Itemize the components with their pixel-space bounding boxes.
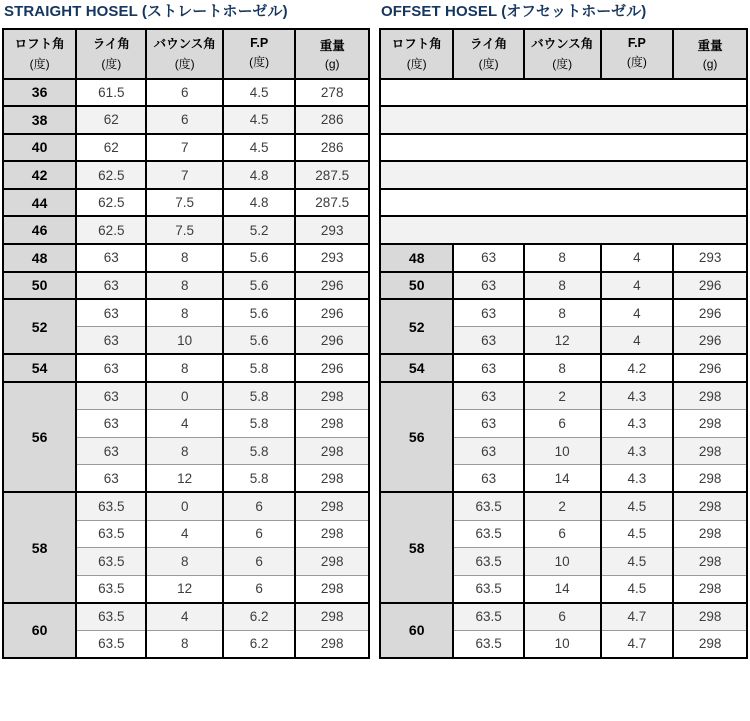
spec-value-cell: 63 bbox=[76, 272, 146, 300]
spec-value-cell: 63 bbox=[76, 410, 146, 438]
spec-value-cell: 296 bbox=[295, 272, 369, 300]
loft-angle-cell: 50 bbox=[380, 272, 453, 300]
table-row bbox=[380, 106, 747, 134]
spec-value-cell: 8 bbox=[146, 548, 222, 576]
spec-value-cell: 6.2 bbox=[223, 603, 295, 631]
column-label: バウンス角 bbox=[531, 37, 594, 51]
spec-value-cell: 298 bbox=[295, 437, 369, 465]
table-row bbox=[380, 354, 747, 382]
column-unit: (度) bbox=[552, 57, 573, 71]
spec-value-cell: 298 bbox=[673, 437, 747, 465]
loft-angle-cell: 36 bbox=[3, 79, 76, 107]
spec-value-cell: 6 bbox=[524, 520, 601, 548]
loft-angle-cell: 40 bbox=[3, 134, 76, 162]
spec-value-cell: 5.2 bbox=[223, 216, 295, 244]
spec-value-cell: 62.5 bbox=[76, 189, 146, 217]
header-row bbox=[380, 29, 747, 79]
column-label: ライ角 bbox=[470, 37, 508, 51]
spec-value-cell: 287.5 bbox=[295, 189, 369, 217]
spec-value-cell: 5.8 bbox=[223, 354, 295, 382]
column-label: ライ角 bbox=[92, 37, 130, 51]
spec-value-cell: 4 bbox=[146, 410, 222, 438]
spec-value-cell: 0 bbox=[146, 492, 222, 520]
spec-value-cell: 6 bbox=[223, 492, 295, 520]
spec-value-cell: 0 bbox=[146, 382, 222, 410]
spec-value-cell: 4 bbox=[601, 244, 674, 272]
spec-value-cell: 63.5 bbox=[453, 575, 523, 603]
spec-value-cell: 12 bbox=[524, 327, 601, 355]
spec-value-cell: 4.3 bbox=[601, 410, 674, 438]
table-row bbox=[3, 216, 369, 244]
loft-angle-cell: 44 bbox=[3, 189, 76, 217]
loft-angle-cell: 52 bbox=[3, 299, 76, 354]
spec-value-cell: 298 bbox=[673, 630, 747, 658]
column-header bbox=[524, 29, 601, 79]
spec-value-cell: 296 bbox=[673, 272, 747, 300]
spec-value-cell: 63 bbox=[76, 354, 146, 382]
loft-angle-cell: 50 bbox=[3, 272, 76, 300]
spec-value-cell: 63 bbox=[76, 244, 146, 272]
spec-value-cell: 5.6 bbox=[223, 244, 295, 272]
spec-value-cell: 63.5 bbox=[76, 575, 146, 603]
loft-angle-cell: 60 bbox=[380, 603, 453, 658]
spec-value-cell: 14 bbox=[524, 465, 601, 493]
table-row bbox=[3, 603, 369, 631]
spec-value-cell: 296 bbox=[295, 299, 369, 327]
spec-value-cell: 8 bbox=[146, 437, 222, 465]
spec-value-cell: 7.5 bbox=[146, 216, 222, 244]
spec-value-cell: 63 bbox=[76, 437, 146, 465]
spec-value-cell: 63.5 bbox=[453, 603, 523, 631]
table-row bbox=[3, 189, 369, 217]
spec-value-cell: 293 bbox=[673, 244, 747, 272]
spec-value-cell: 286 bbox=[295, 106, 369, 134]
spec-value-cell: 63 bbox=[453, 410, 523, 438]
spec-value-cell: 4.5 bbox=[223, 106, 295, 134]
loft-angle-cell: 48 bbox=[3, 244, 76, 272]
column-label: 重量 bbox=[697, 38, 723, 53]
spec-value-cell: 4.3 bbox=[601, 465, 674, 493]
spec-value-cell: 298 bbox=[673, 575, 747, 603]
column-header bbox=[380, 29, 453, 79]
column-header bbox=[146, 29, 222, 79]
table-row bbox=[380, 492, 747, 520]
column-unit: (g) bbox=[702, 56, 718, 71]
spec-value-cell: 287.5 bbox=[295, 161, 369, 189]
straight-hosel-table-header bbox=[3, 29, 369, 79]
column-header bbox=[673, 29, 747, 79]
column-unit: (度) bbox=[249, 55, 270, 69]
column-header bbox=[601, 29, 674, 79]
spec-value-cell: 286 bbox=[295, 134, 369, 162]
table-row bbox=[3, 272, 369, 300]
spec-value-cell: 4.5 bbox=[601, 548, 674, 576]
loft-angle-cell: 46 bbox=[3, 216, 76, 244]
table-row bbox=[3, 299, 369, 327]
table-row bbox=[380, 272, 747, 300]
column-label: ロフト角 bbox=[14, 37, 65, 51]
spec-value-cell: 4.5 bbox=[601, 520, 674, 548]
spec-value-cell: 278 bbox=[295, 79, 369, 107]
loft-angle-cell: 60 bbox=[3, 603, 76, 658]
column-unit: (度) bbox=[29, 57, 50, 71]
empty-row-cell bbox=[380, 79, 747, 107]
straight-hosel-table-body bbox=[3, 79, 369, 658]
table-row bbox=[3, 244, 369, 272]
spec-value-cell: 298 bbox=[295, 410, 369, 438]
spec-value-cell: 298 bbox=[295, 548, 369, 576]
spec-value-cell: 5.8 bbox=[223, 437, 295, 465]
table-row bbox=[380, 299, 747, 327]
spec-value-cell: 298 bbox=[295, 465, 369, 493]
column-label: バウンス角 bbox=[153, 37, 216, 51]
spec-value-cell: 8 bbox=[146, 354, 222, 382]
table-row bbox=[3, 382, 369, 410]
table-row bbox=[3, 354, 369, 382]
spec-value-cell: 296 bbox=[673, 327, 747, 355]
spec-value-cell: 5.6 bbox=[223, 272, 295, 300]
spec-value-cell: 6.2 bbox=[223, 630, 295, 658]
spec-value-cell: 298 bbox=[673, 465, 747, 493]
column-header bbox=[3, 29, 76, 79]
spec-value-cell: 298 bbox=[673, 603, 747, 631]
spec-value-cell: 4 bbox=[146, 520, 222, 548]
spec-value-cell: 5.6 bbox=[223, 327, 295, 355]
spec-value-cell: 296 bbox=[673, 299, 747, 327]
spec-value-cell: 63 bbox=[453, 327, 523, 355]
spec-value-cell: 62 bbox=[76, 106, 146, 134]
column-header bbox=[453, 29, 523, 79]
spec-value-cell: 298 bbox=[295, 382, 369, 410]
spec-value-cell: 63.5 bbox=[453, 630, 523, 658]
table-row bbox=[380, 244, 747, 272]
loft-angle-cell: 48 bbox=[380, 244, 453, 272]
spec-value-cell: 6 bbox=[223, 575, 295, 603]
table-row bbox=[3, 492, 369, 520]
spec-value-cell: 4.5 bbox=[223, 79, 295, 107]
spec-value-cell: 296 bbox=[295, 354, 369, 382]
spec-value-cell: 63.5 bbox=[453, 548, 523, 576]
spec-value-cell: 63 bbox=[76, 382, 146, 410]
spec-value-cell: 62.5 bbox=[76, 216, 146, 244]
spec-value-cell: 63 bbox=[453, 354, 523, 382]
spec-value-cell: 6 bbox=[223, 548, 295, 576]
loft-angle-cell: 56 bbox=[3, 382, 76, 492]
spec-value-cell: 4.5 bbox=[601, 575, 674, 603]
spec-value-cell: 6 bbox=[146, 79, 222, 107]
empty-row-cell bbox=[380, 134, 747, 162]
spec-value-cell: 63.5 bbox=[453, 492, 523, 520]
spec-value-cell: 63.5 bbox=[453, 520, 523, 548]
spec-value-cell: 4.8 bbox=[223, 161, 295, 189]
table-row bbox=[380, 161, 747, 189]
spec-value-cell: 7.5 bbox=[146, 189, 222, 217]
spec-value-cell: 6 bbox=[223, 520, 295, 548]
spec-value-cell: 7 bbox=[146, 134, 222, 162]
spec-value-cell: 298 bbox=[295, 603, 369, 631]
offset-hosel-table-header bbox=[380, 29, 747, 79]
table-row bbox=[380, 603, 747, 631]
spec-value-cell: 6 bbox=[524, 603, 601, 631]
offset-hosel-table bbox=[379, 28, 748, 659]
offset-hosel-section bbox=[379, 2, 748, 659]
table-row bbox=[380, 134, 747, 162]
spec-value-cell: 8 bbox=[146, 630, 222, 658]
spec-value-cell: 10 bbox=[146, 327, 222, 355]
spec-value-cell: 2 bbox=[524, 492, 601, 520]
spec-value-cell: 62.5 bbox=[76, 161, 146, 189]
offset-hosel-table-body bbox=[380, 79, 747, 658]
spec-value-cell: 12 bbox=[146, 575, 222, 603]
spec-value-cell: 63.5 bbox=[76, 630, 146, 658]
spec-value-cell: 8 bbox=[146, 272, 222, 300]
spec-value-cell: 4 bbox=[601, 327, 674, 355]
spec-value-cell: 5.8 bbox=[223, 465, 295, 493]
spec-value-cell: 2 bbox=[524, 382, 601, 410]
column-unit: (度) bbox=[174, 57, 195, 71]
spec-value-cell: 63 bbox=[76, 327, 146, 355]
table-row bbox=[380, 216, 747, 244]
spec-value-cell: 63.5 bbox=[76, 548, 146, 576]
column-label: ロフト角 bbox=[391, 37, 442, 51]
spec-value-cell: 298 bbox=[295, 630, 369, 658]
column-unit: (g) bbox=[324, 56, 340, 71]
column-unit: (度) bbox=[626, 55, 647, 69]
straight-hosel-section bbox=[2, 2, 370, 659]
column-unit: (度) bbox=[101, 57, 122, 71]
column-label: F.P bbox=[627, 36, 646, 50]
table-row bbox=[3, 106, 369, 134]
empty-row-cell bbox=[380, 216, 747, 244]
table-row bbox=[3, 161, 369, 189]
spec-value-cell: 63.5 bbox=[76, 603, 146, 631]
loft-angle-cell: 38 bbox=[3, 106, 76, 134]
spec-value-cell: 10 bbox=[524, 437, 601, 465]
spec-value-cell: 4.5 bbox=[223, 134, 295, 162]
spec-value-cell: 296 bbox=[295, 327, 369, 355]
spec-value-cell: 10 bbox=[524, 630, 601, 658]
spec-value-cell: 63 bbox=[453, 299, 523, 327]
spec-value-cell: 63 bbox=[453, 272, 523, 300]
spec-value-cell: 8 bbox=[524, 244, 601, 272]
spec-value-cell: 63 bbox=[453, 382, 523, 410]
column-header bbox=[76, 29, 146, 79]
table-row bbox=[3, 79, 369, 107]
empty-row-cell bbox=[380, 106, 747, 134]
spec-value-cell: 7 bbox=[146, 161, 222, 189]
spec-value-cell: 298 bbox=[295, 575, 369, 603]
spec-value-cell: 4 bbox=[601, 299, 674, 327]
loft-angle-cell: 54 bbox=[3, 354, 76, 382]
spec-value-cell: 63 bbox=[76, 465, 146, 493]
spec-value-cell: 6 bbox=[524, 410, 601, 438]
spec-value-cell: 4.3 bbox=[601, 437, 674, 465]
spec-value-cell: 5.6 bbox=[223, 299, 295, 327]
spec-value-cell: 298 bbox=[673, 548, 747, 576]
spec-value-cell: 8 bbox=[146, 244, 222, 272]
column-label: 重量 bbox=[319, 38, 345, 53]
spec-value-cell: 4 bbox=[146, 603, 222, 631]
spec-value-cell: 298 bbox=[295, 492, 369, 520]
column-unit: (度) bbox=[406, 57, 427, 71]
spec-value-cell: 63 bbox=[76, 299, 146, 327]
spec-value-cell: 63 bbox=[453, 437, 523, 465]
spec-value-cell: 62 bbox=[76, 134, 146, 162]
column-header bbox=[295, 29, 369, 79]
loft-angle-cell: 52 bbox=[380, 299, 453, 354]
table-row bbox=[380, 382, 747, 410]
spec-value-cell: 5.8 bbox=[223, 410, 295, 438]
loft-angle-cell: 58 bbox=[3, 492, 76, 602]
header-row bbox=[3, 29, 369, 79]
straight-hosel-title: STRAIGHT HOSEL (ストレートホーゼル) bbox=[4, 3, 288, 20]
spec-value-cell: 298 bbox=[673, 492, 747, 520]
spec-value-cell: 8 bbox=[146, 299, 222, 327]
column-label: F.P bbox=[250, 36, 269, 50]
spec-value-cell: 61.5 bbox=[76, 79, 146, 107]
table-row bbox=[3, 134, 369, 162]
spec-value-cell: 5.8 bbox=[223, 382, 295, 410]
loft-angle-cell: 56 bbox=[380, 382, 453, 492]
spec-value-cell: 293 bbox=[295, 216, 369, 244]
spec-value-cell: 298 bbox=[295, 520, 369, 548]
offset-hosel-title: OFFSET HOSEL (オフセットホーゼル) bbox=[381, 3, 647, 20]
spec-value-cell: 6 bbox=[146, 106, 222, 134]
table-row bbox=[380, 189, 747, 217]
spec-value-cell: 8 bbox=[524, 354, 601, 382]
table-row bbox=[380, 79, 747, 107]
spec-value-cell: 4.8 bbox=[223, 189, 295, 217]
spec-value-cell: 63.5 bbox=[76, 492, 146, 520]
spec-value-cell: 63 bbox=[453, 244, 523, 272]
spec-value-cell: 10 bbox=[524, 548, 601, 576]
spec-value-cell: 4 bbox=[601, 272, 674, 300]
spec-value-cell: 8 bbox=[524, 272, 601, 300]
empty-row-cell bbox=[380, 189, 747, 217]
column-unit: (度) bbox=[478, 57, 499, 71]
straight-hosel-table bbox=[2, 28, 370, 659]
spec-value-cell: 4.2 bbox=[601, 354, 674, 382]
spec-value-cell: 4.5 bbox=[601, 492, 674, 520]
spec-value-cell: 296 bbox=[673, 354, 747, 382]
spec-value-cell: 63.5 bbox=[76, 520, 146, 548]
loft-angle-cell: 58 bbox=[380, 492, 453, 602]
loft-angle-cell: 54 bbox=[380, 354, 453, 382]
spec-value-cell: 298 bbox=[673, 410, 747, 438]
loft-angle-cell: 42 bbox=[3, 161, 76, 189]
column-header bbox=[223, 29, 295, 79]
spec-value-cell: 14 bbox=[524, 575, 601, 603]
spec-value-cell: 12 bbox=[146, 465, 222, 493]
empty-row-cell bbox=[380, 161, 747, 189]
spec-value-cell: 4.7 bbox=[601, 603, 674, 631]
spec-value-cell: 293 bbox=[295, 244, 369, 272]
spec-value-cell: 63 bbox=[453, 465, 523, 493]
spec-value-cell: 4.3 bbox=[601, 382, 674, 410]
spec-value-cell: 4.7 bbox=[601, 630, 674, 658]
spec-value-cell: 298 bbox=[673, 520, 747, 548]
spec-value-cell: 298 bbox=[673, 382, 747, 410]
spec-value-cell: 8 bbox=[524, 299, 601, 327]
